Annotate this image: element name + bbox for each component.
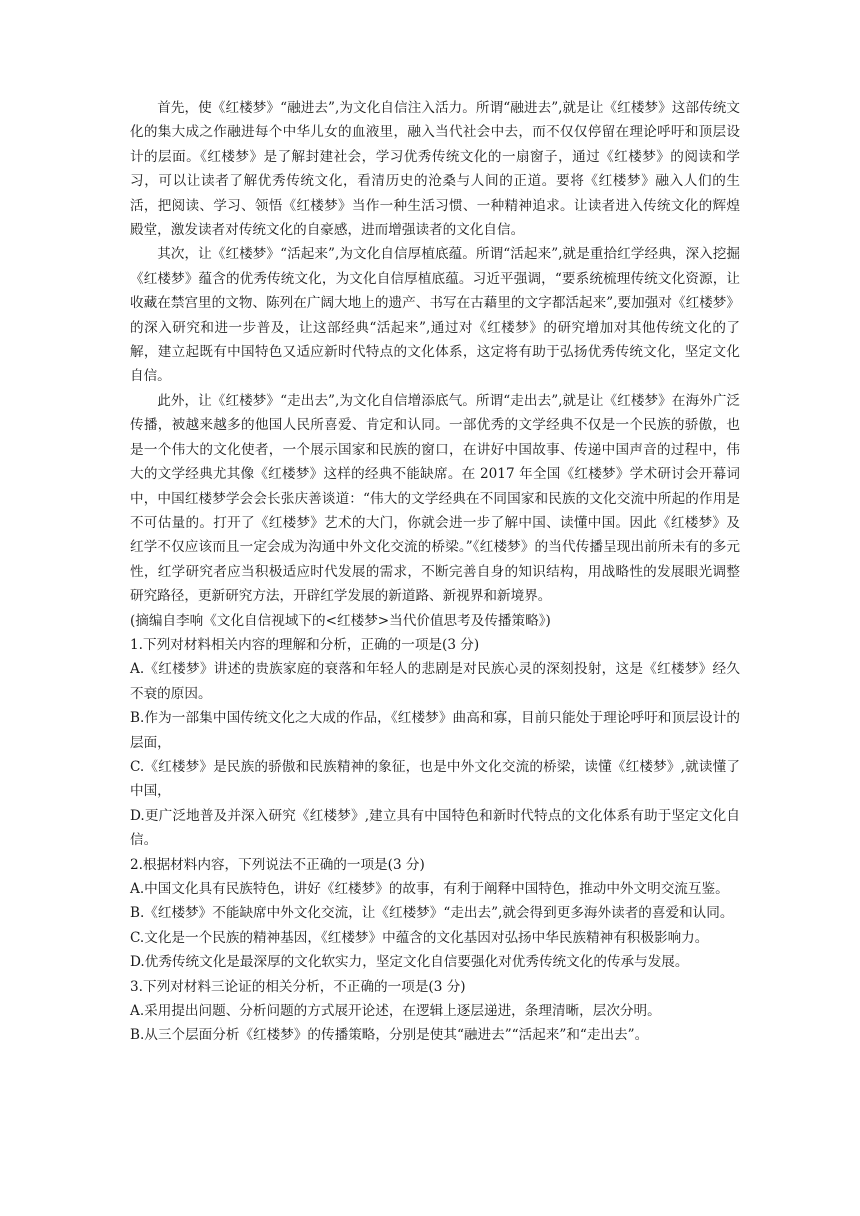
option-a: A.采用提出问题、分析问题的方式展开论述，在逻辑上逐层递进，条理清晰，层次分明。 xyxy=(130,1003,661,1020)
option-a: A.中国文化具有民族特色，讲好《红楼梦》的故事，有利于阐释中国特色，推动中外文明交流互鉴。 xyxy=(130,881,729,897)
question-3 xyxy=(130,975,740,1048)
question-2 xyxy=(130,853,740,975)
option-b: B.从三个层面分析《红楼梦》的传播策略，分别是使其“融进去”“活起来”和“走出去”。 xyxy=(130,1027,649,1044)
document-page xyxy=(130,96,740,1048)
option-a: A.《红楼梦》讲述的贵族家庭的衰落和年轻人的悲剧是对民族心灵的深刻投射，这是《红楼梦》经久不衰的原因。 xyxy=(130,661,740,702)
option-c: C.《红楼梦》是民族的骄傲和民族精神的象征，也是中外文化交流的桥梁，读懂《红楼梦》,就读懂了中国， xyxy=(130,758,740,800)
source-citation: (摘编自李响《文化自信视域下的<红楼梦>当代价值思考及传播策略》) xyxy=(130,612,551,629)
option-c: C.文化是一个民族的精神基因，《红楼梦》中蕴含的文化基因对弘扬中华民族精神有积极影响力。 xyxy=(130,929,709,946)
option-d: D.更广泛地普及并深入研究《红楼梦》,建立具有中国特色和新时代特点的文化体系有助于坚定文化自信。 xyxy=(130,807,740,849)
question-1 xyxy=(130,633,740,853)
paragraph-go-global: 此外，让《红楼梦》“走出去”,为文化自信增添底气。所谓“走出去”,就是让《红楼梦》在海外广泛传播，被越来越多的他国人民所喜爱、肯定和认同。一部优秀的文学经典不仅是一个民族的骄傲，也是一个伟大的文化使者，一个展示国家和民族的窗口，在讲好中国故事、传递中国声音的过程中，伟大的文学经典尤其像《红楼梦》这样的经典不能缺席。在 2017 年全国《红楼梦》学术研讨会开幕词中，中国红楼梦学会会长张庆善谈道：“伟大的文学经典在不同国家和民族的文化交流中所起的作用是不可估量的。打开了《红楼梦》艺术的大门，你就会进一步了解中国、读懂中国。因此《红楼梦》及红学不仅应该而且一定会成为沟通中外文化交流的桥梁。”《红楼梦》的当代传播呈现出前所未有的多元性，红学研究者应当积极适应时代发展的需求，不断完善自身的知识结构，用战略性的发展眼光调整研究路径，更新研究方法，开辟红学发展的新道路、新视界和新境界。 xyxy=(130,392,740,605)
question-title: 2.根据材料内容，下列说法不正确的一项是(3 分) xyxy=(130,856,425,873)
paragraph-revive: 其次，让《红楼梦》“活起来”,为文化自信厚植底蕴。所谓“活起来”,就是重拾红学经典，深入挖掘《红楼梦》蕴含的优秀传统文化，为文化自信厚植底蕴。习近平强调，“要系统梳理传统文化资源，让收藏在禁宫里的文物、陈列在广阔大地上的遗产、书写在古藉里的文字都活起来”,要加强对《红楼梦》的深入研究和进一步普及，让这部经典“活起来”,通过对《红楼梦》的研究增加对其他传统文化的了解，建立起既有中国特色又适应新时代特点的文化体系，这定将有助于弘扬优秀传统文化，坚定文化自信。 xyxy=(130,246,740,385)
option-b: B.《红楼梦》不能缺席中外文化交流，让《红楼梦》“走出去”,就会得到更多海外读者的喜爱和认同。 xyxy=(130,905,734,922)
option-d: D.优秀传统文化是最深厚的文化软实力，坚定文化自信要强化对优秀传统文化的传承与发展。 xyxy=(130,954,689,971)
paragraph-integrate: 首先，使《红楼梦》“融进去”,为文化自信注入活力。所谓“融进去”,就是让《红楼梦》这部传统文化的集大成之作融进每个中华儿女的血液里，融入当代社会中去，而不仅仅停留在理论呼吁和顶层设计的层面。《红楼梦》是了解封建社会，学习优秀传统文化的一扇窗子，通过《红楼梦》的阅读和学习，可以让读者了解优秀传统文化，看清历史的沧桑与人间的正道。要将《红楼梦》融入人们的生活，把阅读、学习、领悟《红楼梦》当作一种生活习惯、一种精神追求。让读者进入传统文化的辉煌殿堂，激发读者对传统文化的自豪感，进而增强读者的文化自信。 xyxy=(130,100,740,239)
option-b: B.作为一部集中国传统文化之大成的作品，《红楼梦》曲高和寡，目前只能处于理论呼吁和顶层设计的层面， xyxy=(130,710,740,751)
question-title: 1.下列对材料相关内容的理解和分析，正确的一项是(3 分) xyxy=(130,636,480,653)
question-title: 3.下列对材料三论证的相关分析，不正确的一项是(3 分) xyxy=(130,978,466,995)
